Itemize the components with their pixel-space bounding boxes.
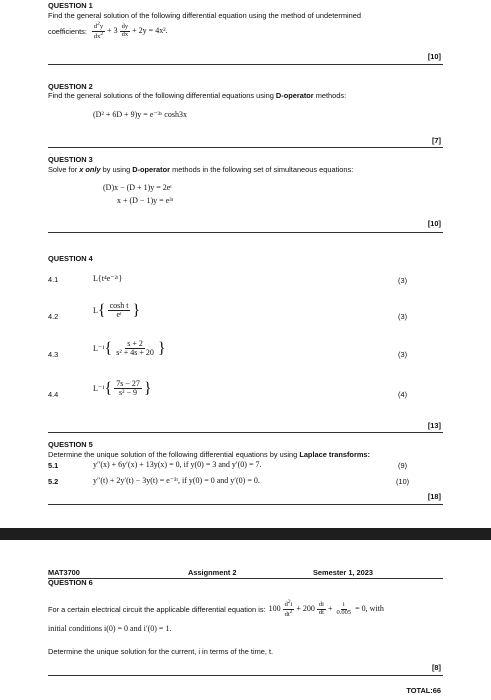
- q4-item-marks: (3): [398, 312, 408, 321]
- q1-text: Find the general solution of the following differential equation using the method of undetermined: [48, 11, 361, 20]
- q4-item-num: 4.2: [48, 312, 59, 321]
- q2-marks: [7]: [431, 136, 441, 145]
- q5-item-expr: y″(t) + 2y′(t) − 3y(t) = e⁻³ᵗ, if y(0) = 0 and y′(0) = 0.: [93, 476, 260, 485]
- q6-equation: 100 $\frac{d^2i}{dt^2}$ + 200 $\frac{di}{dt}$ + $\frac{i}{0.005}$ = 0, with: [268, 599, 384, 618]
- q1-equation: $\frac{d^2y}{dx^2}$ + 3 $\frac{dy}{dx}$ + 2y = 4x².: [93, 21, 168, 40]
- q1-frac-dy: $\frac{dy}{dx}$: [121, 23, 129, 38]
- divider: [48, 432, 443, 433]
- total-marks: TOTAL:66: [406, 686, 441, 695]
- assignment-title: Assignment 2: [188, 568, 237, 577]
- q4-item-marks: (4): [398, 390, 408, 399]
- q5-item-num: 5.2: [48, 477, 59, 486]
- q3-eq2: x + (D − 1)y = e³ᵗ: [117, 196, 174, 205]
- q3-eq1: (D)x − (D + 1)y = 2eᵗ: [103, 183, 172, 192]
- q6-question-line: [48, 600, 384, 619]
- q5-total-marks: [18]: [427, 492, 441, 501]
- q4-item-num: 4.3: [48, 350, 59, 359]
- q1-heading: QUESTION 1: [48, 1, 93, 10]
- q5-item-expr: y″(x) + 6y′(x) + 13y(x) = 0, if y(0) = 3 and y′(0) = 7.: [93, 460, 262, 469]
- course-code: MAT3700: [48, 568, 80, 577]
- document-page-2: [0, 540, 491, 700]
- page-gap: [0, 528, 491, 540]
- q4-heading: QUESTION 4: [48, 254, 93, 263]
- q5-item-marks: (10): [396, 477, 410, 486]
- q4-item-num: 4.1: [48, 275, 59, 284]
- q2-text: Find the general solutions of the following differential equations using D-operator methods:: [48, 91, 347, 100]
- q5-text: Determine the unique solution of the following differential equations by using Laplace transforms:: [48, 450, 370, 459]
- q6-task: Determine the unique solution for the current, i in terms of the time, t.: [48, 647, 274, 656]
- q3-marks: [10]: [427, 219, 441, 228]
- q1-frac-d2y: $\frac{d^2y}{dx^2}$: [93, 21, 104, 40]
- semester-label: Semester 1, 2023: [313, 568, 373, 577]
- q2-heading: QUESTION 2: [48, 82, 93, 91]
- q4-item-expr: L { $\frac{\text{cosh t}}{\text{eᵗ}}$ }: [93, 301, 141, 320]
- q5-item-num: 5.1: [48, 461, 59, 470]
- q4-item-marks: (3): [398, 350, 408, 359]
- q6-marks: [8]: [431, 663, 441, 672]
- divider: [48, 147, 443, 148]
- q4-total-marks: [13]: [427, 421, 441, 430]
- q6-text: For a certain electrical circuit the applicable differential equation is:: [48, 604, 266, 614]
- q4-item-expr: L⁻¹ { $\frac{7s - 27}{\text{s² − 9}}$ }: [93, 379, 152, 398]
- q1-equation-line: [48, 22, 168, 41]
- q1-coeff-label: coefficients:: [48, 26, 87, 36]
- q6-initial-conditions: initial conditions i(0) = 0 and i′(0) = 1.: [48, 624, 172, 633]
- q4-item-marks: (3): [398, 276, 408, 285]
- q4-item-expr: L{t⁴e⁻²ᵗ}: [93, 274, 123, 283]
- divider: [48, 232, 443, 233]
- divider: [48, 675, 443, 676]
- q3-text: Solve for x only by using D-operator methods in the following set of simultaneous equations:: [48, 165, 354, 174]
- q5-item-marks: (9): [398, 461, 408, 470]
- q1-marks: [10]: [427, 52, 441, 61]
- q2-equation: (D² + 6D + 9)y = e⁻³ˣ cosh3x: [93, 110, 187, 119]
- q1-eq-tail: + 2y = 4x².: [132, 26, 168, 36]
- q3-heading: QUESTION 3: [48, 155, 93, 164]
- q4-item-num: 4.4: [48, 390, 59, 399]
- q5-heading: QUESTION 5: [48, 440, 93, 449]
- divider: [48, 64, 443, 65]
- header-divider: [48, 578, 443, 579]
- divider: [48, 504, 443, 505]
- q4-item-expr: L⁻¹ { $\frac{s + 2}{\text{s² + 4s + 20}}$ }: [93, 339, 166, 358]
- q6-heading: QUESTION 6: [48, 578, 93, 587]
